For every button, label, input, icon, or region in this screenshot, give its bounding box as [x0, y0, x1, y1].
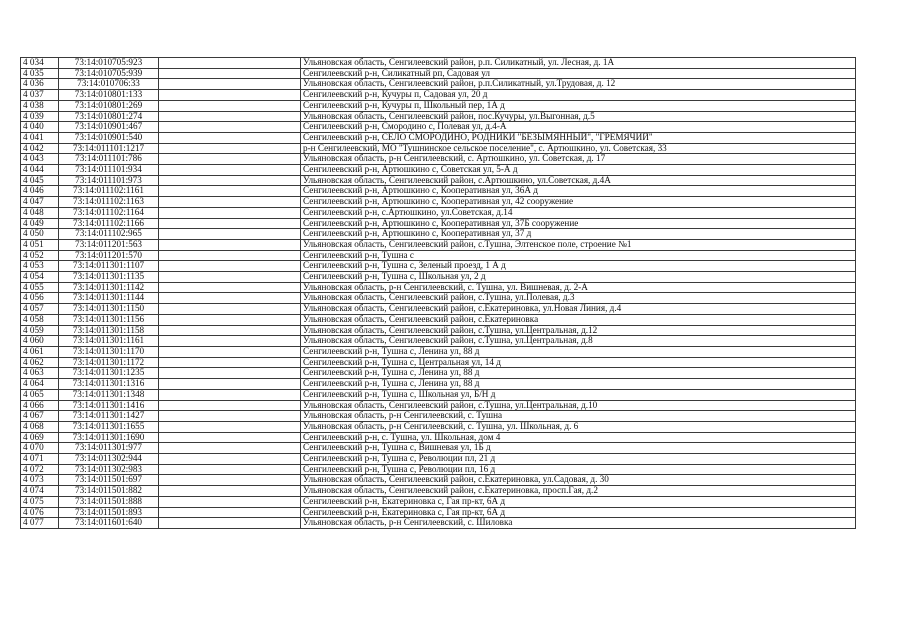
address-cell: Сенгилеевский р-н, с.Артюшкино, ул.Советская, д.14 — [301, 207, 856, 218]
table-row — [21, 496, 856, 507]
empty-cell — [159, 314, 301, 325]
empty-cell — [159, 507, 301, 518]
address-cell: Сенгилеевский р-н, Екатериновка с, Гая пр-кт, 6А д — [301, 496, 856, 507]
address-cell: Сенгилеевский р-н, Кучуры п, Садовая ул, 20 д — [301, 90, 856, 101]
address-cell: Ульяновская область, р-н Сенгилеевский, с. Тушна, ул. Вишневая, д. 2-А — [301, 282, 856, 293]
empty-cell — [159, 389, 301, 400]
empty-cell — [159, 229, 301, 240]
empty-cell — [159, 197, 301, 208]
table-row — [21, 368, 856, 379]
cadastral-number-cell: 73:14:011101:1217 — [59, 143, 159, 154]
table-row — [21, 325, 856, 336]
cadastral-number-cell: 73:14:010706:33 — [59, 79, 159, 90]
empty-cell — [159, 132, 301, 143]
empty-cell — [159, 293, 301, 304]
row-number-cell: 4 073 — [21, 475, 59, 486]
empty-cell — [159, 443, 301, 454]
address-cell: Сенгилеевский р-н, Тушна с, Зеленый проезд, 1 А д — [301, 261, 856, 272]
empty-cell — [159, 496, 301, 507]
cadastral-number-cell: 73:14:011501:888 — [59, 496, 159, 507]
cadastral-number-cell: 73:14:011301:1690 — [59, 432, 159, 443]
address-cell: Сенгилеевский р-н, Артюшкино с, Кооперативная ул, 37 д — [301, 229, 856, 240]
table-row — [21, 132, 856, 143]
address-cell: Сенгилеевский р-н, Тушна с, Ленина ул, 88 д — [301, 346, 856, 357]
address-cell: Сенгилеевский р-н, СЕЛО СМОРОДИНО, РОДНИКИ "БЕЗЫМЯННЫЙ", "ГРЕМЯЧИЙ" — [301, 132, 856, 143]
empty-cell — [159, 432, 301, 443]
empty-cell — [159, 100, 301, 111]
cadastral-number-cell: 73:14:011301:977 — [59, 443, 159, 454]
cadastral-number-cell: 73:14:011301:1348 — [59, 389, 159, 400]
row-number-cell: 4 077 — [21, 518, 59, 529]
row-number-cell: 4 046 — [21, 186, 59, 197]
row-number-cell: 4 066 — [21, 400, 59, 411]
empty-cell — [159, 336, 301, 347]
empty-cell — [159, 111, 301, 122]
cadastral-number-cell: 73:14:010705:923 — [59, 58, 159, 69]
empty-cell — [159, 464, 301, 475]
table-row — [21, 58, 856, 69]
table-row — [21, 432, 856, 443]
address-cell: Сенгилеевский р-н, с. Тушна, ул. Школьная, дом 4 — [301, 432, 856, 443]
cadastral-number-cell: 73:14:011201:563 — [59, 239, 159, 250]
table-row — [21, 154, 856, 165]
row-number-cell: 4 050 — [21, 229, 59, 240]
empty-cell — [159, 207, 301, 218]
table-row — [21, 411, 856, 422]
cadastral-number-cell: 73:14:011101:973 — [59, 175, 159, 186]
table-row — [21, 100, 856, 111]
address-cell: Ульяновская область, Сенгилеевский район, с.Тушна, ул.Полевая, д.3 — [301, 293, 856, 304]
cadastral-number-cell: 73:14:011301:1427 — [59, 411, 159, 422]
property-register-table — [20, 57, 856, 529]
address-cell: Ульяновская область, Сенгилеевский район, с.Тушна, ул.Центральная, д.12 — [301, 325, 856, 336]
cadastral-number-cell: 73:14:011301:1235 — [59, 368, 159, 379]
empty-cell — [159, 346, 301, 357]
table-row — [21, 507, 856, 518]
empty-cell — [159, 261, 301, 272]
row-number-cell: 4 056 — [21, 293, 59, 304]
cadastral-number-cell: 73:14:011302:983 — [59, 464, 159, 475]
empty-cell — [159, 79, 301, 90]
row-number-cell: 4 065 — [21, 389, 59, 400]
cadastral-number-cell: 73:14:011302:944 — [59, 454, 159, 465]
address-cell: Сенгилеевский р-н, Силикатный рп, Садовая ул — [301, 68, 856, 79]
table-row — [21, 239, 856, 250]
table-row — [21, 486, 856, 497]
row-number-cell: 4 071 — [21, 454, 59, 465]
table-body — [21, 58, 856, 529]
cadastral-number-cell: 73:14:011102:1163 — [59, 197, 159, 208]
address-cell: Сенгилеевский р-н, Тушна с, Школьная ул, Б/Н д — [301, 389, 856, 400]
cadastral-number-cell: 73:14:011301:1144 — [59, 293, 159, 304]
table-row — [21, 79, 856, 90]
address-cell: Сенгилеевский р-н, Артюшкино с, Кооперативная ул, 36А д — [301, 186, 856, 197]
cadastral-number-cell: 73:14:010801:133 — [59, 90, 159, 101]
table-row — [21, 175, 856, 186]
empty-cell — [159, 218, 301, 229]
row-number-cell: 4 057 — [21, 304, 59, 315]
empty-cell — [159, 475, 301, 486]
row-number-cell: 4 035 — [21, 68, 59, 79]
row-number-cell: 4 076 — [21, 507, 59, 518]
table-row — [21, 165, 856, 176]
row-number-cell: 4 069 — [21, 432, 59, 443]
table-row — [21, 475, 856, 486]
cadastral-number-cell: 73:14:011102:965 — [59, 229, 159, 240]
row-number-cell: 4 047 — [21, 197, 59, 208]
table-row — [21, 111, 856, 122]
cadastral-number-cell: 73:14:011301:1316 — [59, 379, 159, 390]
cadastral-number-cell: 73:14:010801:274 — [59, 111, 159, 122]
cadastral-number-cell: 73:14:010901:467 — [59, 122, 159, 133]
empty-cell — [159, 486, 301, 497]
cadastral-number-cell: 73:14:011301:1161 — [59, 336, 159, 347]
address-cell: Ульяновская область, р-н Сенгилеевский, с. Шиловка — [301, 518, 856, 529]
table-row — [21, 122, 856, 133]
empty-cell — [159, 239, 301, 250]
table-row — [21, 400, 856, 411]
row-number-cell: 4 034 — [21, 58, 59, 69]
empty-cell — [159, 154, 301, 165]
row-number-cell: 4 039 — [21, 111, 59, 122]
row-number-cell: 4 052 — [21, 250, 59, 261]
address-cell: Ульяновская область, Сенгилеевский район, р.п.Силикатный, ул.Трудовая, д. 12 — [301, 79, 856, 90]
address-cell: Ульяновская область, Сенгилеевский район, с.Тушна, ул.Центральная, д.10 — [301, 400, 856, 411]
address-cell: Ульяновская область, Сенгилеевский район, с.Екатериновка, просп.Гая, д.2 — [301, 486, 856, 497]
row-number-cell: 4 053 — [21, 261, 59, 272]
empty-cell — [159, 165, 301, 176]
address-cell: Сенгилеевский р-н, Смородино с, Полевая ул, д.4-А — [301, 122, 856, 133]
cadastral-number-cell: 73:14:011201:570 — [59, 250, 159, 261]
empty-cell — [159, 357, 301, 368]
table-row — [21, 272, 856, 283]
empty-cell — [159, 379, 301, 390]
table-row — [21, 186, 856, 197]
address-cell: Ульяновская область, Сенгилеевский район, с.Екатериновка, ул.Новая Линия, д.4 — [301, 304, 856, 315]
table-row — [21, 346, 856, 357]
table-row — [21, 282, 856, 293]
cadastral-number-cell: 73:14:010705:939 — [59, 68, 159, 79]
table-row — [21, 68, 856, 79]
cadastral-number-cell: 73:14:011101:786 — [59, 154, 159, 165]
table-row — [21, 229, 856, 240]
address-cell: Ульяновская область, Сенгилеевский район, р.п. Силикатный, ул. Лесная, д. 1А — [301, 58, 856, 69]
row-number-cell: 4 036 — [21, 79, 59, 90]
cadastral-number-cell: 73:14:011301:1158 — [59, 325, 159, 336]
empty-cell — [159, 68, 301, 79]
cadastral-number-cell: 73:14:010801:269 — [59, 100, 159, 111]
address-cell: Сенгилеевский р-н, Тушна с — [301, 250, 856, 261]
address-cell: Сенгилеевский р-н, Артюшкино с, Кооперативная ул, 37Б сооружение — [301, 218, 856, 229]
empty-cell — [159, 304, 301, 315]
row-number-cell: 4 063 — [21, 368, 59, 379]
table-row — [21, 389, 856, 400]
address-cell: Сенгилеевский р-н, Артюшкино с, Кооперативная ул, 42 сооружение — [301, 197, 856, 208]
cadastral-number-cell: 73:14:011102:1166 — [59, 218, 159, 229]
row-number-cell: 4 059 — [21, 325, 59, 336]
empty-cell — [159, 325, 301, 336]
table-row — [21, 336, 856, 347]
address-cell: Ульяновская область, Сенгилеевский район, с.Екатериновка, ул.Садовая, д. 30 — [301, 475, 856, 486]
row-number-cell: 4 061 — [21, 346, 59, 357]
cadastral-number-cell: 73:14:011101:934 — [59, 165, 159, 176]
cadastral-number-cell: 73:14:011301:1142 — [59, 282, 159, 293]
table-row — [21, 143, 856, 154]
row-number-cell: 4 043 — [21, 154, 59, 165]
cadastral-number-cell: 73:14:011301:1416 — [59, 400, 159, 411]
address-cell: Ульяновская область, Сенгилеевский район, с.Тушна, ул.Центральная, д.8 — [301, 336, 856, 347]
table-row — [21, 304, 856, 315]
row-number-cell: 4 045 — [21, 175, 59, 186]
row-number-cell: 4 067 — [21, 411, 59, 422]
address-cell: Ульяновская область, Сенгилеевский район, с.Тушна, Элтенское поле, строение №1 — [301, 239, 856, 250]
empty-cell — [159, 143, 301, 154]
empty-cell — [159, 368, 301, 379]
cadastral-number-cell: 73:14:010901:540 — [59, 132, 159, 143]
empty-cell — [159, 518, 301, 529]
row-number-cell: 4 037 — [21, 90, 59, 101]
row-number-cell: 4 044 — [21, 165, 59, 176]
cadastral-number-cell: 73:14:011301:1135 — [59, 272, 159, 283]
row-number-cell: 4 075 — [21, 496, 59, 507]
row-number-cell: 4 058 — [21, 314, 59, 325]
address-cell: Ульяновская область, Сенгилеевский район, с.Артюшкино, ул.Советская, д.4А — [301, 175, 856, 186]
cadastral-number-cell: 73:14:011601:640 — [59, 518, 159, 529]
table-row — [21, 261, 856, 272]
row-number-cell: 4 054 — [21, 272, 59, 283]
table-row — [21, 207, 856, 218]
table-row — [21, 90, 856, 101]
table-row — [21, 443, 856, 454]
row-number-cell: 4 042 — [21, 143, 59, 154]
table-row — [21, 197, 856, 208]
cadastral-number-cell: 73:14:011501:697 — [59, 475, 159, 486]
row-number-cell: 4 062 — [21, 357, 59, 368]
cadastral-number-cell: 73:14:011301:1172 — [59, 357, 159, 368]
address-cell: Сенгилеевский р-н, Тушна с, Революции пл, 16 д — [301, 464, 856, 475]
register-sheet — [20, 57, 855, 529]
table-row — [21, 454, 856, 465]
table-row — [21, 250, 856, 261]
cadastral-number-cell: 73:14:011301:1655 — [59, 421, 159, 432]
empty-cell — [159, 186, 301, 197]
row-number-cell: 4 072 — [21, 464, 59, 475]
address-cell: Сенгилеевский р-н, Артюшкино с, Советская ул, 5-А д — [301, 165, 856, 176]
empty-cell — [159, 58, 301, 69]
table-row — [21, 464, 856, 475]
cadastral-number-cell: 73:14:011102:1161 — [59, 186, 159, 197]
row-number-cell: 4 051 — [21, 239, 59, 250]
address-cell: Ульяновская область, р-н Сенгилеевский, с. Тушна, ул. Школьная, д. 6 — [301, 421, 856, 432]
row-number-cell: 4 049 — [21, 218, 59, 229]
address-cell: Ульяновская область, р-н Сенгилеевский, с. Артюшкино, ул. Советская, д. 17 — [301, 154, 856, 165]
cadastral-number-cell: 73:14:011301:1150 — [59, 304, 159, 315]
address-cell: Ульяновская область, Сенгилеевский район, пос.Кучуры, ул.Выгонная, д.5 — [301, 111, 856, 122]
empty-cell — [159, 400, 301, 411]
address-cell: Сенгилеевский р-н, Тушна с, Центральная ул, 14 д — [301, 357, 856, 368]
empty-cell — [159, 272, 301, 283]
cadastral-number-cell: 73:14:011102:1164 — [59, 207, 159, 218]
empty-cell — [159, 90, 301, 101]
row-number-cell: 4 055 — [21, 282, 59, 293]
cadastral-number-cell: 73:14:011301:1156 — [59, 314, 159, 325]
row-number-cell: 4 068 — [21, 421, 59, 432]
table-row — [21, 357, 856, 368]
empty-cell — [159, 122, 301, 133]
row-number-cell: 4 040 — [21, 122, 59, 133]
empty-cell — [159, 282, 301, 293]
empty-cell — [159, 175, 301, 186]
cadastral-number-cell: 73:14:011301:1170 — [59, 346, 159, 357]
table-row — [21, 379, 856, 390]
table-row — [21, 421, 856, 432]
address-cell: Сенгилеевский р-н, Тушна с, Ленина ул, 88 д — [301, 379, 856, 390]
row-number-cell: 4 038 — [21, 100, 59, 111]
table-row — [21, 293, 856, 304]
cadastral-number-cell: 73:14:011501:893 — [59, 507, 159, 518]
cadastral-number-cell: 73:14:011301:1107 — [59, 261, 159, 272]
table-row — [21, 218, 856, 229]
address-cell: Сенгилеевский р-н, Тушна с, Ленина ул, 88 д — [301, 368, 856, 379]
row-number-cell: 4 060 — [21, 336, 59, 347]
address-cell: Сенгилеевский р-н, Тушна с, Вишневая ул, 1Б д — [301, 443, 856, 454]
address-cell: Сенгилеевский р-н, Кучуры п, Школьный пер, 1А д — [301, 100, 856, 111]
empty-cell — [159, 421, 301, 432]
empty-cell — [159, 454, 301, 465]
address-cell: Ульяновская область, Сенгилеевский район, с.Екатериновка — [301, 314, 856, 325]
cadastral-number-cell: 73:14:011501:882 — [59, 486, 159, 497]
row-number-cell: 4 064 — [21, 379, 59, 390]
row-number-cell: 4 048 — [21, 207, 59, 218]
row-number-cell: 4 074 — [21, 486, 59, 497]
empty-cell — [159, 411, 301, 422]
table-row — [21, 314, 856, 325]
row-number-cell: 4 070 — [21, 443, 59, 454]
address-cell: Сенгилеевский р-н, Тушна с, Школьная ул, 2 д — [301, 272, 856, 283]
address-cell: Сенгилеевский р-н, Екатериновка с, Гая пр-кт, 6А д — [301, 507, 856, 518]
empty-cell — [159, 250, 301, 261]
row-number-cell: 4 041 — [21, 132, 59, 143]
address-cell: р-н Сенгилеевский, МО "Тушнинское сельское поселение", с. Артюшкино, ул. Советская, 33 — [301, 143, 856, 154]
address-cell: Ульяновская область, р-н Сенгилеевский, с. Тушна — [301, 411, 856, 422]
address-cell: Сенгилеевский р-н, Тушна с, Революции пл, 21 д — [301, 454, 856, 465]
table-row — [21, 518, 856, 529]
